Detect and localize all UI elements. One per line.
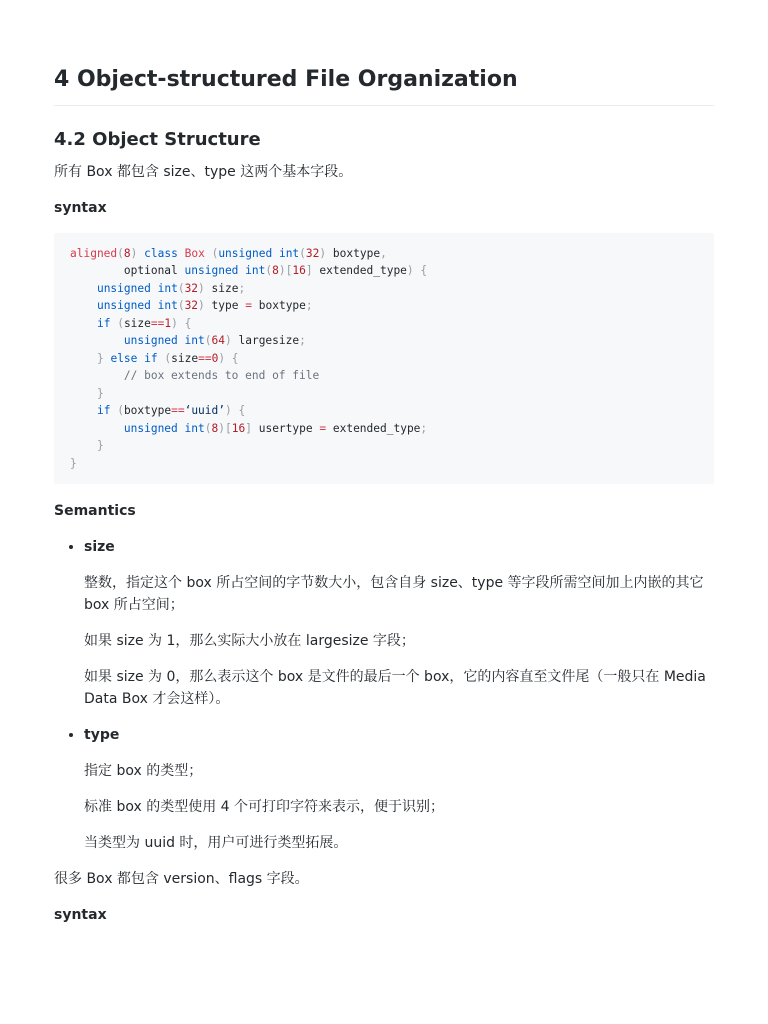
code-token: 32	[305, 246, 320, 260]
code-token: int	[157, 299, 178, 313]
code-token: int	[184, 421, 205, 435]
code-token: unsigned	[123, 421, 178, 435]
code-token: ‘uuid’	[184, 404, 225, 418]
code-token: int	[157, 281, 178, 295]
code-token: 8	[123, 246, 131, 260]
code-token: if	[96, 316, 111, 330]
syntax-label-2: syntax	[54, 907, 107, 924]
code-token: 64	[211, 334, 225, 348]
code-token: 8	[272, 264, 279, 278]
code-token: 16	[292, 264, 306, 278]
code-token: int	[278, 246, 300, 260]
code-token: unsigned	[184, 264, 239, 278]
semantics-list	[54, 536, 714, 854]
code-comment: // box extends to end of file	[123, 369, 320, 383]
item-paragraph: 整数，指定这个 box 所占空间的字节数大小，包含自身 size、type 等字段所需空间加上内嵌的其它 box 所占空间；	[84, 575, 704, 614]
intro-paragraph: 所有 Box 都包含 size、type 这两个基本字段。	[54, 163, 353, 180]
code-token: extended_type	[319, 264, 407, 278]
code-token: aligned	[70, 246, 118, 260]
code-token: size	[211, 281, 239, 295]
code-block: aligned(8) class Box (unsigned int(32) boxtype, optional unsigned int(8)[16] extended_type) { unsigned int(32) size; unsigned int(32) type = boxtype; if (size==1) { unsigned int(64) largesize; } else if (size==0) { // box extends to end of file } if (boxtype==‘uuid’) { unsigned int(8)[16] usertype = extended_type; } }	[54, 233, 714, 485]
item-paragraph: 指定 box 的类型；	[84, 763, 203, 780]
code-token: 32	[184, 281, 199, 295]
code-token: if	[144, 351, 158, 365]
code-token: boxtype	[258, 299, 306, 313]
code-token: boxtype	[332, 246, 381, 260]
item-paragraph: 当类型为 uuid 时，用户可进行类型拓展。	[84, 835, 348, 852]
code-token: largesize	[238, 334, 300, 348]
subsection-heading: 4.2 Object Structure	[54, 128, 261, 150]
semantics-label: Semantics	[54, 503, 136, 520]
document-page	[54, 0, 714, 926]
code-token: unsigned	[96, 281, 151, 295]
code-token: 0	[211, 351, 219, 365]
code-token: type	[211, 299, 239, 313]
code-token: size	[171, 351, 199, 365]
item-paragraph: 如果 size 为 1，那么实际大小放在 largesize 字段；	[84, 633, 415, 650]
code-token: unsigned	[123, 334, 178, 348]
code-token: 8	[211, 421, 219, 435]
item-title-type: • type	[84, 727, 120, 744]
list-item	[84, 724, 714, 854]
code-token: size	[123, 316, 151, 330]
code-token: usertype	[258, 421, 313, 435]
code-token: int	[184, 334, 205, 348]
syntax-label: syntax	[54, 199, 107, 216]
code-token: extended_type	[332, 421, 421, 435]
code-token: class	[144, 246, 178, 260]
code-token: unsigned	[218, 246, 273, 260]
code-token: boxtype	[123, 404, 172, 418]
code-token: 16	[231, 421, 246, 435]
code-token: 1	[164, 316, 172, 330]
code-token: optional	[123, 264, 178, 278]
code-token: int	[245, 264, 266, 278]
code-token: if	[96, 404, 111, 418]
item-paragraph: 标准 box 的类型使用 4 个可打印字符来表示，便于识别；	[84, 799, 445, 816]
item-paragraph: 如果 size 为 0，那么表示这个 box 是文件的最后一个 box，它的内容直至文件尾（一般只在 Media Data Box 才会这样）。	[84, 669, 706, 708]
code-token: Box	[184, 246, 205, 260]
code-token: 32	[184, 299, 199, 313]
section-heading: 4 Object-structured File Organization	[54, 66, 714, 106]
code-token: unsigned	[96, 299, 151, 313]
list-item	[84, 536, 714, 710]
code-token: else	[110, 351, 138, 365]
outro-paragraph: 很多 Box 都包含 version、flags 字段。	[54, 871, 309, 888]
item-title-size: • size	[84, 539, 115, 556]
